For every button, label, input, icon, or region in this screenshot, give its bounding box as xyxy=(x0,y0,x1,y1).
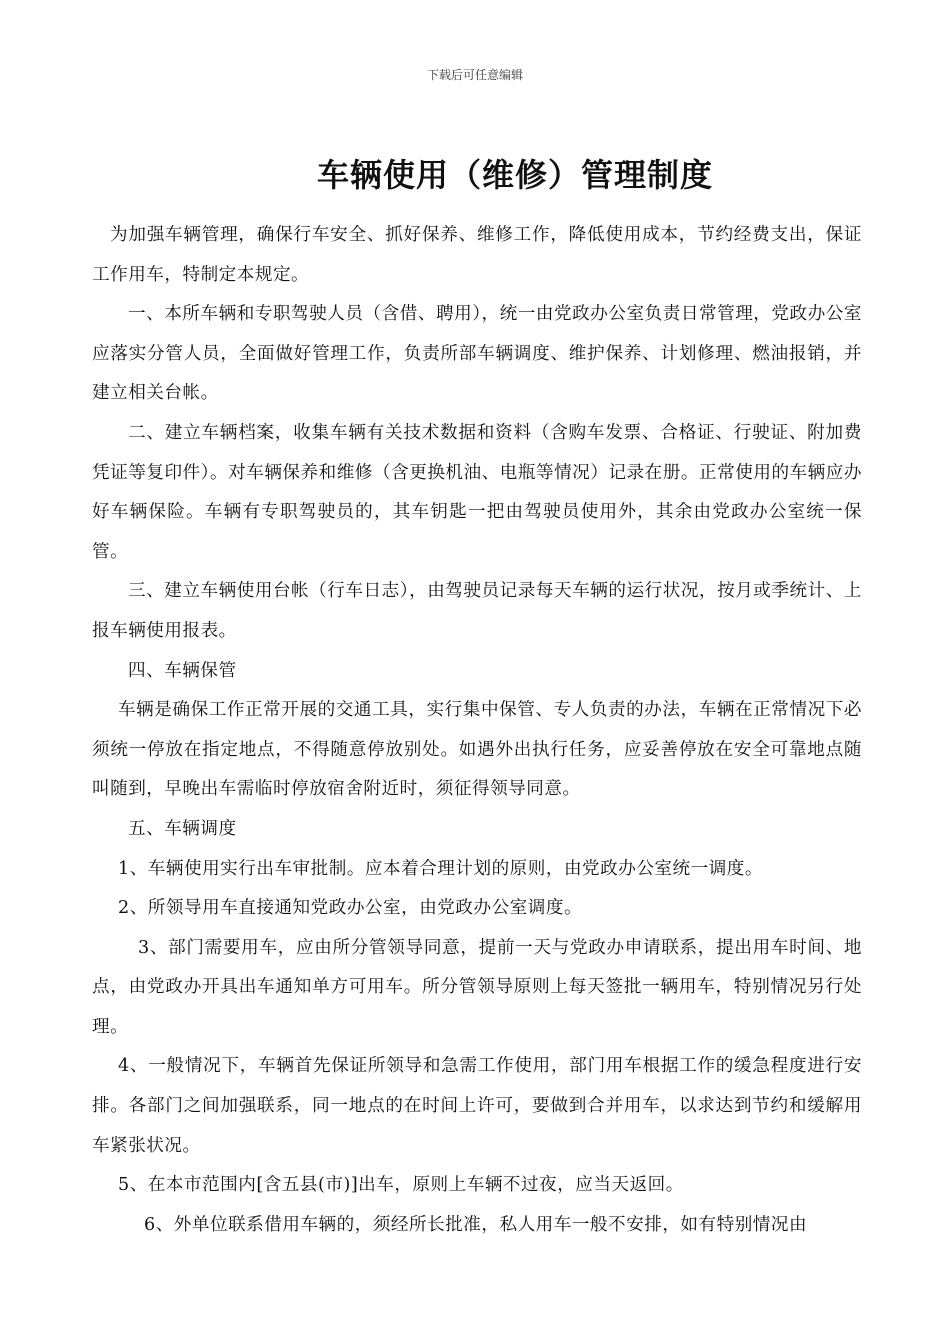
paragraph-section-4-body: 车辆是确保工作正常开展的交通工具，实行集中保管、专人负责的办法，车辆在正常情况下必须统一停放在指定地点，不得随意停放别处。如遇外出执行任务，应妥善停放在安全可靠地点随叫随到，早晚出车需临时停放宿舍附近时，须征得领导同意。 xyxy=(92,700,862,800)
paragraph-section-1: 一、本所车辆和专职驾驶人员（含借、聘用），统一由党政办公室负责日常管理，党政办公室应落实分管人员，全面做好管理工作，负责所部车辆调度、维护保养、计划修理、燃油报销，并建立相关台帐。 xyxy=(92,304,862,404)
paragraph-section-3: 三、建立车辆使用台帐（行车日志），由驾驶员记录每天车辆的运行状况，按月或季统计、上报车辆使用报表。 xyxy=(92,581,862,641)
paragraph-item-5: 5、在本市范围内[含五县(市)]出车，原则上车辆不过夜，应当天返回。 xyxy=(118,1175,684,1196)
paragraph-item-4: 4、一般情况下，车辆首先保证所领导和急需工作使用，部门用车根据工作的缓急程度进行安排。各部门之间加强联系，同一地点的在时间上许可，要做到合并用车，以求达到节约和缓解用车紧张状况。 xyxy=(92,1056,862,1156)
paragraph-item-6: 6、外单位联系借用车辆的，须经所长批准，私人用车一般不安排，如有特别情况由 xyxy=(144,1214,808,1235)
paragraph-item-1: 1、车辆使用实行出车审批制。应本着合理计划的原则，由党政办公室统一调度。 xyxy=(118,858,763,879)
paragraph-item-3: 3、部门需要用车，应由所分管领导同意，提前一天与党政办申请联系，提出用车时间、地点，由党政办开具出车通知单方可用车。所分管领导原则上每天签批一辆用车，特别情况另行处理。 xyxy=(92,937,862,1037)
document-title: 车辆使用（维修）管理制度 xyxy=(316,156,713,194)
page-header-note: 下载后可任意编辑 xyxy=(426,68,523,82)
paragraph-section-2: 二、建立车辆档案，收集车辆有关技术数据和资料（含购车发票、合格证、行驶证、附加费凭证等复印件）。对车辆保养和维修（含更换机油、电瓶等情况）记录在册。正常使用的车辆应办好车辆保险。车辆有专职驾驶员的，其车钥匙一把由驾驶员使用外，其余由党政办公室统一保管。 xyxy=(92,422,862,562)
paragraph-intro: 为加强车辆管理，确保行车安全、抓好保养、维修工作，降低使用成本，节约经费支出，保证工作用车，特制定本规定。 xyxy=(92,225,862,285)
heading-section-5: 五、车辆调度 xyxy=(128,818,237,839)
paragraph-item-2: 2、所领导用车直接通知党政办公室，由党政办公室调度。 xyxy=(118,898,583,919)
heading-section-4: 四、车辆保管 xyxy=(128,660,237,681)
document-body xyxy=(92,216,862,1245)
